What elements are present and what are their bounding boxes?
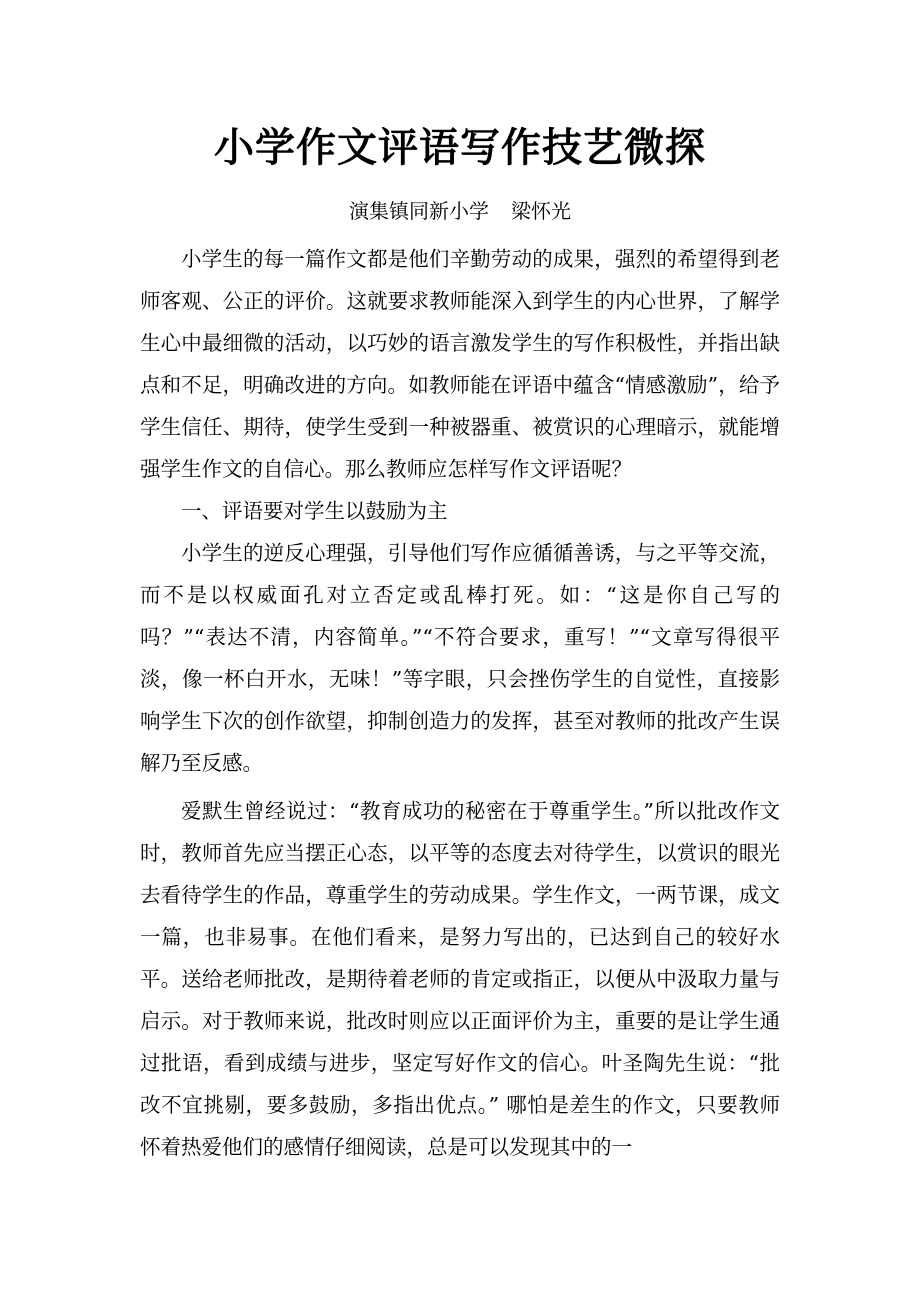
- author-byline: [0, 196, 920, 226]
- author-name: 梁怀光: [511, 199, 571, 223]
- paragraph-reverse-psychology: 小学生的逆反心理强，引导他们写作应循循善诱，与之平等交流，而不是以权威面孔对立否定或乱棒打死。如：“这是你自己写的吗？”“表达不清，内容简单。”“不符合要求，重写！”“文章写得很平淡，像一杯白开水，无味！”等字眼，只会挫伤学生的自觉性，直接影响学生下次的创作欲望，抑制创造力的发挥，甚至对教师的批改产生误解乃至反感。: [140, 541, 780, 775]
- paragraph-intro: 小学生的每一篇作文都是他们辛勤劳动的成果，强烈的希望得到老师客观、公正的评价。这就要求教师能深入到学生的内心世界，了解学生心中最细微的活动，以巧妙的语言激发学生的写作积极性，并指出缺点和不足，明确改进的方向。如教师能在评语中蕴含“情感激励”，给予学生信任、期待，使学生受到一种被器重、被赏识的心理暗示，就能增强学生作文的自信心。那么教师应怎样写作文评语呢？: [140, 247, 780, 481]
- section-heading-1: 一、评语要对学生以鼓励为主: [181, 499, 448, 523]
- document-title: 小学作文评语写作技艺微探: [214, 124, 706, 171]
- author-school: 演集镇同新小学: [349, 199, 489, 223]
- document-body: [140, 238, 780, 1168]
- paragraph-emerson-quote: 爱默生曾经说过：“教育成功的秘密在于尊重学生。”所以批改作文时，教师首先应当摆正心态，以平等的态度去对待学生，以赏识的眼光去看待学生的作品，尊重学生的劳动成果。学生作文，一两节课，成文一篇，也非易事。在他们看来，是努力写出的，已达到自己的较好水平。送给老师批改，是期待着老师的肯定或指正，以便从中汲取力量与启示。对于教师来说，批改时则应以正面评价为主，重要的是让学生通过批语，看到成绩与进步，坚定写好作文的信心。叶圣陶先生说：“批改不宜挑剔，要多鼓励，多指出优点。” 哪怕是差生的作文，只要教师怀着热爱他们的感情仔细阅读，总是可以发现其中的一: [140, 799, 780, 1159]
